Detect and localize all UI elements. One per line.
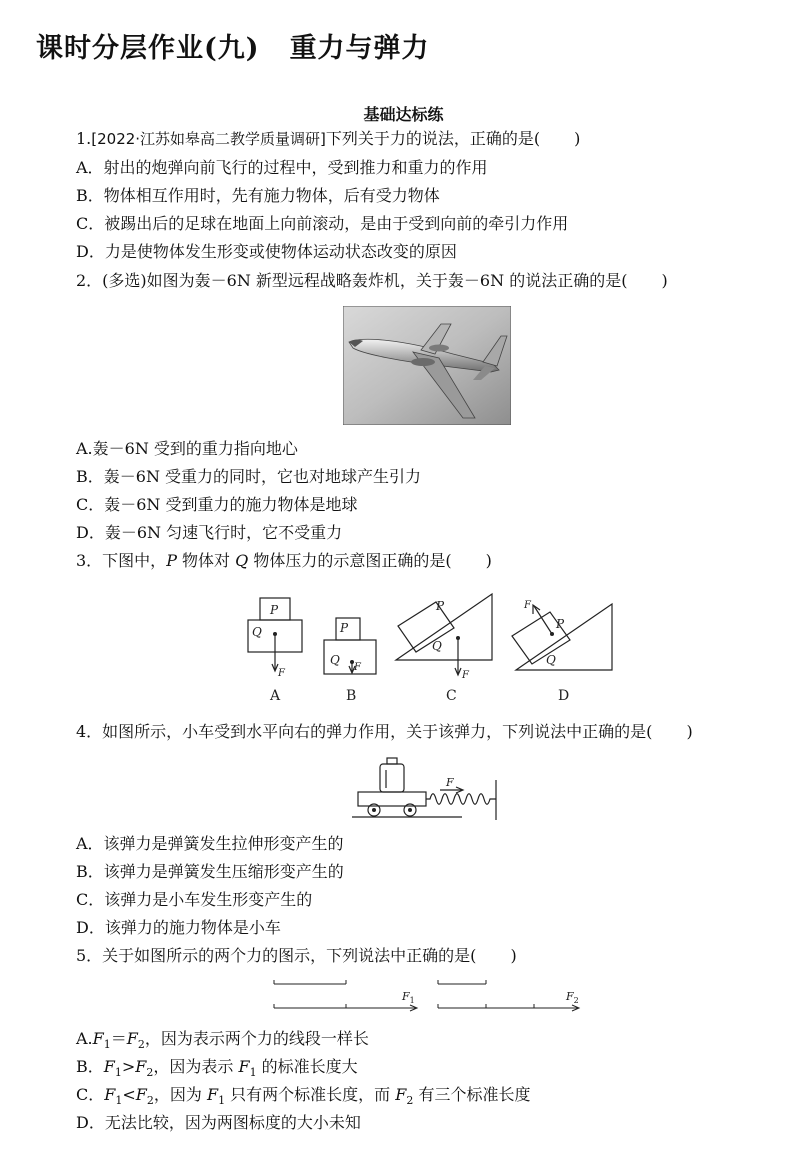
q5-label-f1: $F_1$ bbox=[402, 990, 415, 1005]
q1-option-b: B．物体相互作用时，先有施力物体，后有受力物体 bbox=[76, 186, 440, 205]
title-topic: 重力与弹力 bbox=[289, 33, 430, 64]
q3-caption-c: C bbox=[446, 688, 457, 704]
q3-label-f-c: F bbox=[462, 670, 469, 681]
q2-option-a: A.轰－6N 受到的重力指向地心 bbox=[76, 439, 298, 458]
q1-option-d: D．力是使物体发生形变或使物体运动状态改变的原因 bbox=[76, 242, 457, 261]
q3-caption-b: B bbox=[346, 688, 357, 704]
q4-option-c: C．该弹力是小车发生形变产生的 bbox=[76, 890, 313, 909]
q3-label-f-b: F bbox=[354, 662, 361, 673]
q3-caption-d: D bbox=[558, 688, 570, 704]
q2-option-c: C．轰－6N 受到重力的施力物体是地球 bbox=[76, 495, 358, 514]
q3-label-f-d: F bbox=[524, 600, 531, 611]
q4-stem: 4．如图所示，小车受到水平向右的弹力作用，关于该弹力，下列说法中正确的是( ) bbox=[76, 722, 693, 741]
q3-label-q-d: Q bbox=[546, 653, 556, 667]
q3-caption-a: A bbox=[270, 688, 281, 704]
q3-label-q-c: Q bbox=[432, 639, 442, 653]
section-heading: 基础达标练 bbox=[363, 105, 444, 124]
q3-label-q-b: Q bbox=[330, 653, 340, 667]
q2-option-d: D．轰－6N 匀速飞行时，它不受重力 bbox=[76, 523, 343, 542]
q3-stem: 3．下图中，P 物体对 Q 物体压力的示意图正确的是( ) bbox=[76, 551, 492, 570]
q3-label-p-a: P bbox=[270, 603, 279, 617]
q2-stem: 2．(多选)如图为轰－6N 新型远程战略轰炸机，关于轰－6N 的说法正确的是( ) bbox=[76, 271, 668, 290]
q5-label-f2: $F_2$ bbox=[566, 990, 579, 1005]
q3-label-p-c: P bbox=[436, 599, 445, 613]
q2-option-b: B．轰－6N 受重力的同时，它也对地球产生引力 bbox=[76, 467, 422, 486]
q5-option-b: B．$F_1>F_2$，因为表示 $F_1$ 的标准长度大 bbox=[76, 1057, 358, 1080]
page-title bbox=[36, 26, 430, 65]
q1-option-a: A．射出的炮弹向前飞行的过程中，受到推力和重力的作用 bbox=[76, 158, 488, 177]
title-main: 课时分层作业(九) bbox=[36, 33, 260, 64]
q4-option-b: B．该弹力是弹簧发生压缩形变产生的 bbox=[76, 862, 344, 881]
q4-option-a: A．该弹力是弹簧发生拉伸形变产生的 bbox=[76, 834, 344, 853]
bomber-photo bbox=[343, 306, 511, 425]
q3-label-q-a: Q bbox=[252, 625, 262, 639]
q5-option-c: C．$F_1<F_2$，因为 $F_1$ 只有两个标准长度，而 $F_2$ 有三个标准长度 bbox=[76, 1085, 531, 1108]
q5-stem: 5．关于如图所示的两个力的图示，下列说法中正确的是( ) bbox=[76, 946, 517, 965]
q5-option-d: D．无法比较，因为两图标度的大小未知 bbox=[76, 1113, 361, 1132]
q4-cart-spring-figure bbox=[352, 750, 504, 822]
q3-label-p-b: P bbox=[340, 621, 349, 635]
q3-label-p-d: P bbox=[556, 617, 565, 631]
q5-option-a: $A.F_1=F_2$，因为表示两个力的线段一样长 bbox=[76, 1029, 369, 1052]
q3-label-f-a: F bbox=[278, 668, 285, 679]
q1-stem: 1.[2022·江苏如皋高二教学质量调研]下列关于力的说法，正确的是( ) bbox=[76, 129, 581, 148]
q1-option-c: C．被踢出后的足球在地面上向前滚动，是由于受到向前的牵引力作用 bbox=[76, 214, 569, 233]
q4-label-f: F bbox=[446, 776, 454, 789]
q4-option-d: D．该弹力的施力物体是小车 bbox=[76, 918, 281, 937]
q1-source: [2022·江苏如皋高二教学质量调研] bbox=[91, 130, 326, 148]
q5-force-scale-figure bbox=[266, 976, 586, 1016]
q3-force-diagrams bbox=[240, 588, 620, 706]
